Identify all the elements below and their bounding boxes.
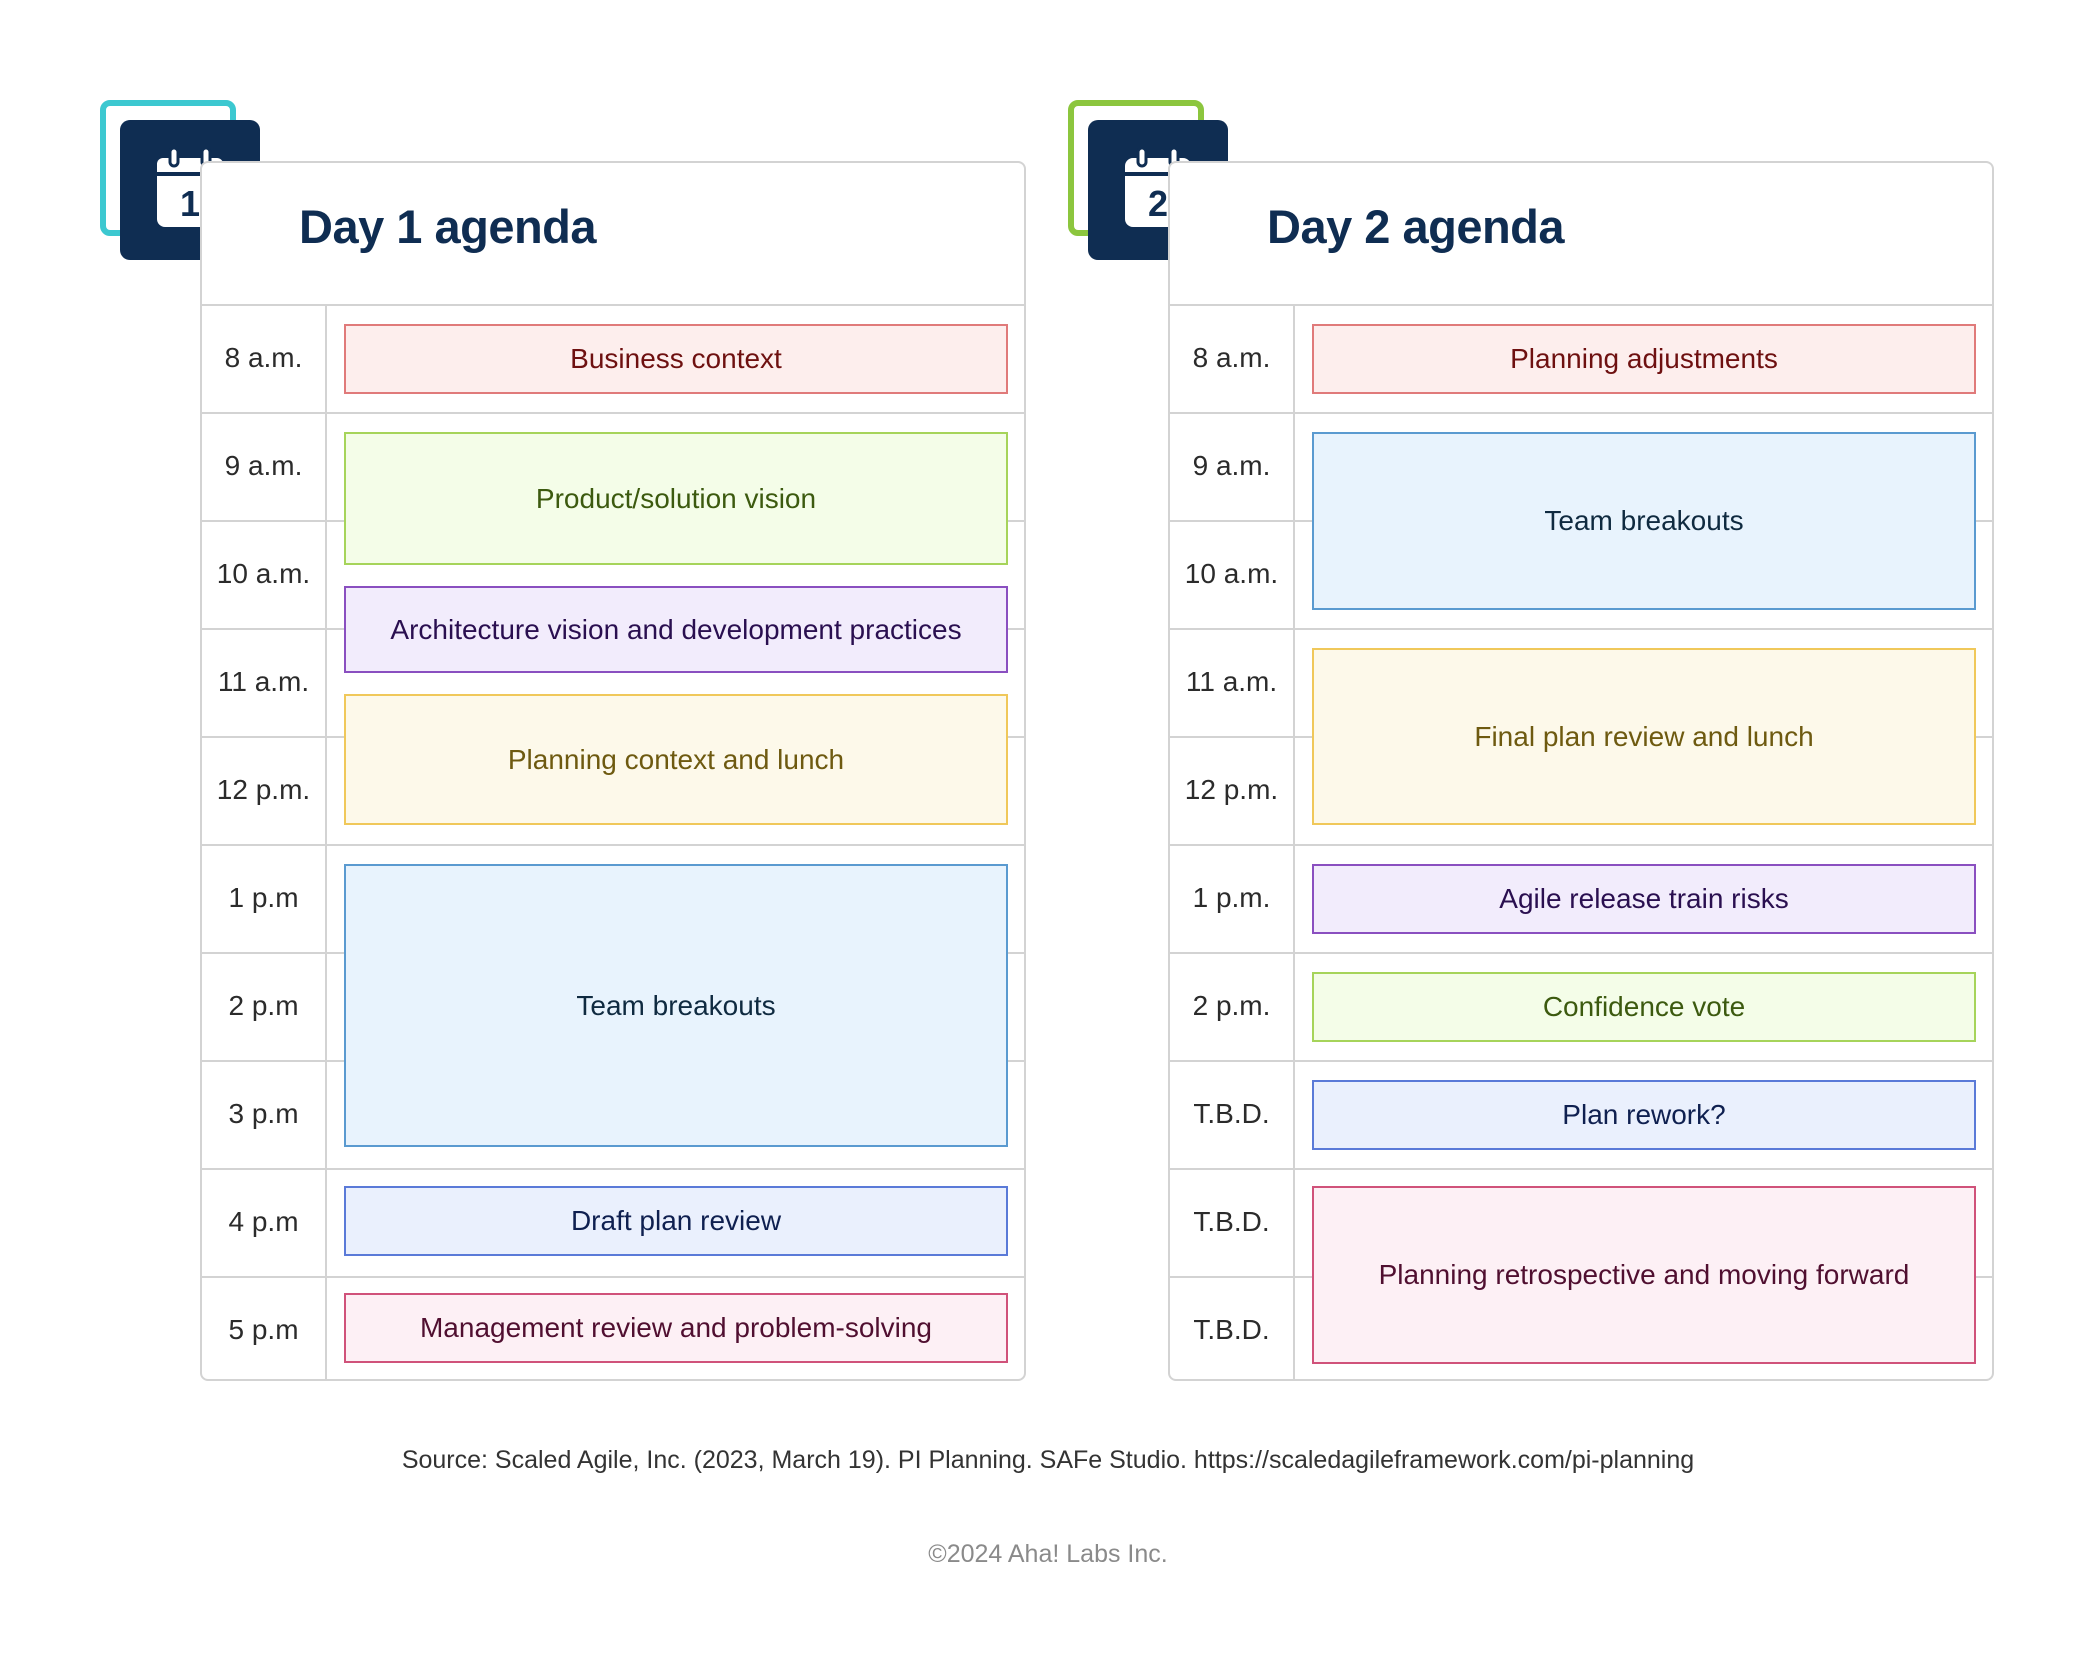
day2-badge-number: 2 bbox=[1147, 183, 1169, 224]
row-divider bbox=[1170, 1060, 1992, 1062]
time-label: 11 a.m. bbox=[217, 666, 310, 697]
row-divider bbox=[202, 1276, 1024, 1278]
agenda-event: Draft plan review bbox=[344, 1186, 1008, 1256]
day1-badge-number: 1 bbox=[179, 183, 201, 224]
time-label: 5 p.m bbox=[228, 1314, 299, 1345]
source-citation: Source: Scaled Agile, Inc. (2023, March 19). PI Planning. SAFe Studio. https://scaledagileframework.com/pi-planning bbox=[401, 1446, 1695, 1474]
agenda-event: Business context bbox=[344, 324, 1008, 394]
row-divider bbox=[202, 844, 1024, 846]
agenda-event: Planning context and lunch bbox=[344, 694, 1008, 825]
row-divider bbox=[1170, 844, 1992, 846]
agenda-event: Management review and problem-solving bbox=[344, 1293, 1008, 1363]
time-label: 8 a.m. bbox=[224, 342, 303, 373]
day2-agenda-panel bbox=[1168, 161, 1994, 1381]
time-label: 9 a.m. bbox=[1192, 450, 1271, 481]
time-label: T.B.D. bbox=[1193, 1206, 1270, 1237]
time-label: 4 p.m bbox=[228, 1206, 299, 1237]
time-label: 2 p.m bbox=[228, 990, 299, 1021]
time-label: T.B.D. bbox=[1193, 1314, 1270, 1345]
row-divider bbox=[1170, 952, 1992, 954]
row-divider bbox=[1170, 412, 1992, 414]
day2-title: Day 2 agenda bbox=[1267, 200, 1565, 253]
agenda-event: Plan rework? bbox=[1312, 1080, 1976, 1150]
agenda-event: Planning retrospective and moving forward bbox=[1312, 1186, 1976, 1364]
row-divider bbox=[202, 1168, 1024, 1170]
time-column-divider bbox=[1293, 304, 1295, 1379]
time-column-divider bbox=[325, 304, 327, 1379]
time-label: 1 p.m. bbox=[1192, 882, 1271, 913]
row-divider bbox=[1170, 1168, 1992, 1170]
time-label: 12 p.m. bbox=[1184, 774, 1279, 805]
agenda-event: Architecture vision and development practices bbox=[344, 586, 1008, 673]
time-label: 10 a.m. bbox=[1184, 558, 1279, 589]
time-label: 10 a.m. bbox=[216, 558, 311, 589]
time-label: 2 p.m. bbox=[1192, 990, 1271, 1021]
time-label: 1 p.m bbox=[228, 882, 299, 913]
agenda-event: Final plan review and lunch bbox=[1312, 648, 1976, 825]
agenda-event: Team breakouts bbox=[1312, 432, 1976, 610]
time-label: 9 a.m. bbox=[224, 450, 303, 481]
time-label: 11 a.m. bbox=[1185, 666, 1278, 697]
day1-title: Day 1 agenda bbox=[299, 200, 597, 253]
agenda-event: Planning adjustments bbox=[1312, 324, 1976, 394]
time-label: 3 p.m bbox=[228, 1098, 299, 1129]
time-label: 8 a.m. bbox=[1192, 342, 1271, 373]
time-label: 12 p.m. bbox=[216, 774, 311, 805]
day1-agenda-panel bbox=[200, 161, 1026, 1381]
row-divider bbox=[1170, 628, 1992, 630]
row-divider bbox=[1170, 304, 1992, 306]
agenda-event: Team breakouts bbox=[344, 864, 1008, 1147]
row-divider bbox=[202, 304, 1024, 306]
agenda-event: Agile release train risks bbox=[1312, 864, 1976, 934]
agenda-event: Confidence vote bbox=[1312, 972, 1976, 1042]
row-divider bbox=[202, 412, 1024, 414]
agenda-event: Product/solution vision bbox=[344, 432, 1008, 565]
copyright-notice: ©2024 Aha! Labs Inc. bbox=[928, 1540, 1168, 1568]
time-label: T.B.D. bbox=[1193, 1098, 1270, 1129]
